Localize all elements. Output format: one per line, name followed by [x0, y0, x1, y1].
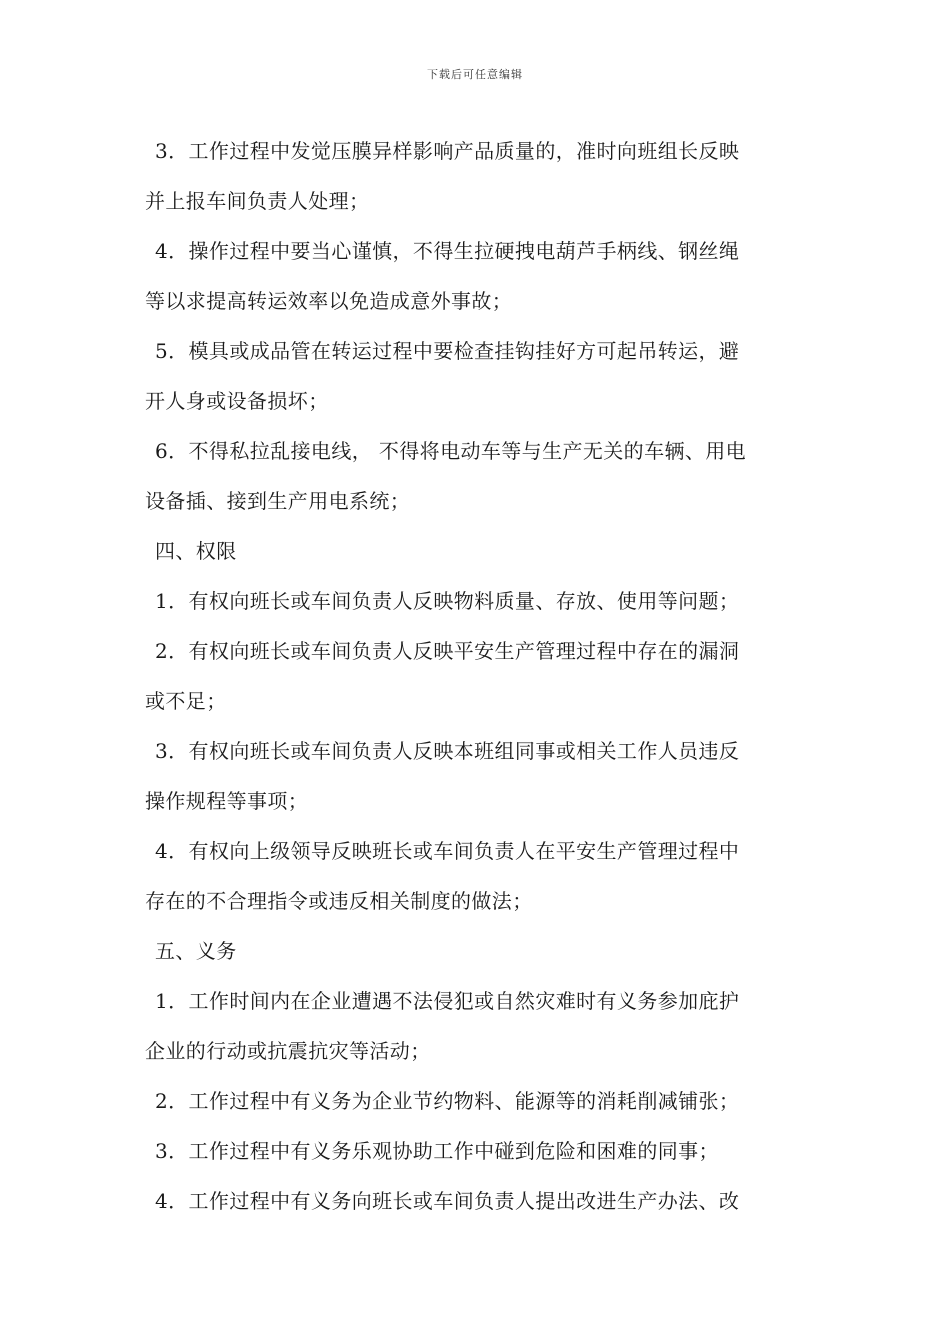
paragraph-line: 4．工作过程中有义务向班长或车间负责人提出改进生产办法、改 — [155, 1189, 740, 1213]
paragraph-line: 设备插、接到生产用电系统； — [145, 489, 411, 513]
page-header: 下载后可任意编辑 — [427, 68, 523, 81]
paragraph-line: 3．工作过程中有义务乐观协助工作中碰到危险和困难的同事； — [155, 1139, 719, 1163]
paragraph-line: 等以求提高转运效率以免造成意外事故； — [145, 289, 513, 313]
paragraph-line: 6．不得私拉乱接电线， 不得将电动车等与生产无关的车辆、用电 — [155, 439, 747, 463]
paragraph-line: 2．有权向班长或车间负责人反映平安生产管理过程中存在的漏洞 — [155, 639, 740, 663]
paragraph-line: 操作规程等事项； — [145, 789, 309, 813]
paragraph-line: 1．工作时间内在企业遭遇不法侵犯或自然灾难时有义务参加庇护 — [155, 989, 740, 1013]
section-heading: 四、权限 — [155, 539, 237, 563]
paragraph-line: 并上报车间负责人处理； — [145, 189, 370, 213]
paragraph-line: 3．有权向班长或车间负责人反映本班组同事或相关工作人员违反 — [155, 739, 740, 763]
paragraph-line: 3．工作过程中发觉压膜异样影响产品质量的，准时向班组长反映 — [155, 139, 740, 163]
paragraph-line: 企业的行动或抗震抗灾等活动； — [145, 1039, 431, 1063]
document-body — [145, 133, 807, 1233]
paragraph-line: 存在的不合理指令或违反相关制度的做法； — [145, 889, 533, 913]
paragraph-line: 1．有权向班长或车间负责人反映物料质量、存放、使用等问题； — [155, 589, 740, 613]
paragraph-line: 开人身或设备损坏； — [145, 389, 329, 413]
paragraph-line: 4．操作过程中要当心谨慎，不得生拉硬拽电葫芦手柄线、钢丝绳 — [155, 239, 740, 263]
paragraph-line: 5．模具或成品管在转运过程中要检查挂钩挂好方可起吊转运，避 — [155, 339, 740, 363]
paragraph-line: 或不足； — [145, 689, 227, 713]
paragraph-line: 4．有权向上级领导反映班长或车间负责人在平安生产管理过程中 — [155, 839, 740, 863]
section-heading: 五、义务 — [155, 939, 237, 963]
paragraph-line: 2．工作过程中有义务为企业节约物料、能源等的消耗削减铺张； — [155, 1089, 740, 1113]
